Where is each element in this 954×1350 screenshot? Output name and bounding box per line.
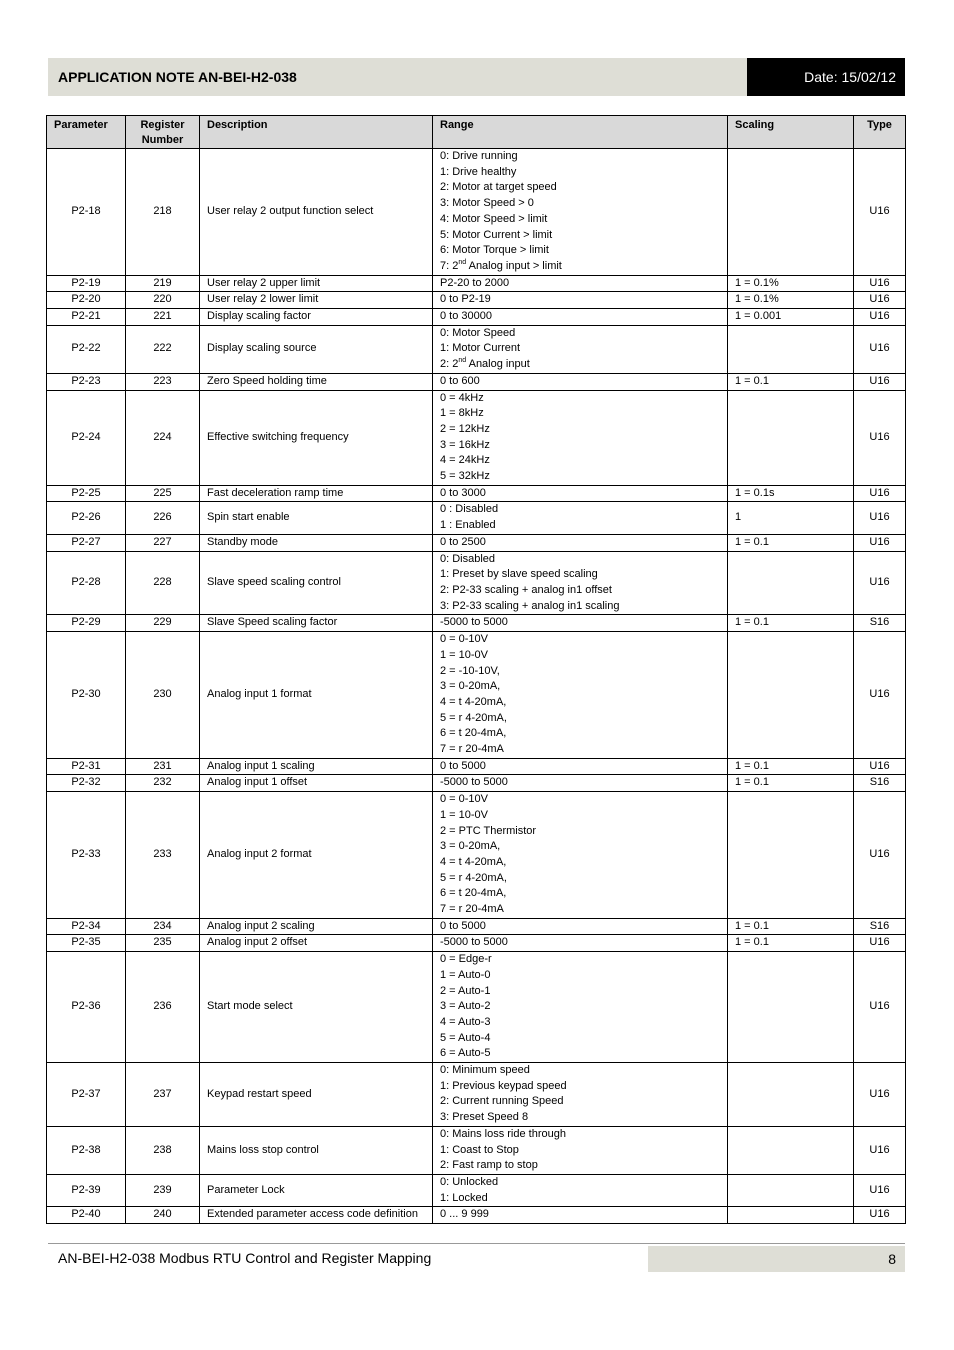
range-line: 2: Fast ramp to stop [440,1159,538,1172]
cell-description: Analog input 2 format [200,792,433,919]
range-line: 0 = 0-10V [440,793,489,806]
range-line: 4 = t 4-20mA, [440,855,507,868]
cell-parameter: P2-29 [47,615,126,632]
range-line: 6 = t 20-4mA, [440,887,507,900]
range-line: 1 = 10-0V [440,648,489,661]
range-line: 2: P2-33 scaling + analog in1 offset [440,583,612,596]
cell-range [433,775,728,792]
cell-type: U16 [854,292,906,309]
cell-scaling [728,149,854,276]
table-row [47,1126,906,1174]
cell-parameter: P2-40 [47,1207,126,1224]
table-row [47,615,906,632]
table-row [47,502,906,534]
cell-register-number: 224 [126,390,200,485]
range-line: 0 to 3000 [440,486,486,499]
cell-type: U16 [854,1126,906,1174]
range-line: 1 = 8kHz [440,407,484,420]
range-line: 0 to 2500 [440,535,486,548]
table-row [47,292,906,309]
range-line: 5 = r 4-20mA, [440,711,507,724]
cell-range [433,1063,728,1127]
range-line: 0: Drive running [440,150,518,162]
range-line: 1: Locked [440,1191,488,1204]
cell-type: U16 [854,502,906,534]
cell-range [433,551,728,615]
cell-range [433,373,728,390]
cell-range [433,792,728,919]
cell-range [433,485,728,502]
range-line: 0: Mains loss ride through [440,1127,566,1140]
cell-parameter: P2-20 [47,292,126,309]
cell-description: Slave speed scaling control [200,551,433,615]
cell-range [433,918,728,935]
range-line: 3: Preset Speed 8 [440,1111,529,1124]
cell-description: Keypad restart speed [200,1063,433,1127]
cell-register-number: 220 [126,292,200,309]
table-row [47,551,906,615]
table-row [47,325,906,373]
range-line: 2: Motor at target speed [440,181,557,194]
table-row [47,952,906,1063]
cell-description: User relay 2 upper limit [200,275,433,292]
range-line: P2-20 to 2000 [440,276,510,289]
cell-register-number: 239 [126,1175,200,1207]
cell-type: U16 [854,275,906,292]
range-line: 1 = 10-0V [440,808,489,821]
cell-description: Effective switching frequency [200,390,433,485]
cell-scaling: 1 = 0.1 [728,615,854,632]
range-line: 7 = r 20-4mA [440,743,504,756]
cell-description: Analog input 2 scaling [200,918,433,935]
cell-scaling [728,792,854,919]
cell-scaling: 1 = 0.1% [728,275,854,292]
table-row [47,149,906,276]
cell-parameter: P2-21 [47,309,126,326]
cell-type: U16 [854,485,906,502]
cell-range [433,502,728,534]
cell-scaling: 1 = 0.1s [728,485,854,502]
cell-range [433,615,728,632]
cell-register-number: 225 [126,485,200,502]
cell-parameter: P2-24 [47,390,126,485]
range-line: 3 = Auto-2 [440,1000,491,1013]
cell-type: S16 [854,615,906,632]
cell-description: Spin start enable [200,502,433,534]
table-header-row [47,116,906,149]
cell-register-number: 231 [126,758,200,775]
column-header-range: Range [433,116,728,149]
cell-type: U16 [854,632,906,759]
table-row [47,792,906,919]
range-line: 4 = t 4-20mA, [440,695,507,708]
cell-type: U16 [854,792,906,919]
cell-parameter: P2-35 [47,935,126,952]
cell-parameter: P2-23 [47,373,126,390]
range-line: 1: Previous keypad speed [440,1079,567,1092]
cell-parameter: P2-33 [47,792,126,919]
range-line: 5 = 32kHz [440,470,490,483]
cell-range [433,1207,728,1224]
cell-scaling [728,325,854,373]
document-date: Date: 15/02/12 [747,58,905,96]
table-row [47,390,906,485]
cell-scaling [728,1063,854,1127]
range-line: 7: 2nd Analog input > limit [440,258,562,272]
cell-description: Parameter Lock [200,1175,433,1207]
range-line: 3: Motor Speed > 0 [440,197,534,210]
range-line: 0 to 30000 [440,310,492,323]
page-footer [48,1243,905,1272]
table-row [47,1063,906,1127]
cell-range [433,758,728,775]
range-line: 1: Drive healthy [440,165,517,178]
range-line: 0: Motor Speed [440,326,516,339]
table-row [47,918,906,935]
cell-scaling [728,551,854,615]
cell-parameter: P2-31 [47,758,126,775]
cell-description: Extended parameter access code definition [200,1207,433,1224]
superscript: nd [458,357,467,365]
cell-parameter: P2-39 [47,1175,126,1207]
table-row [47,632,906,759]
cell-parameter: P2-37 [47,1063,126,1127]
range-line: 0 ... 9 999 [440,1208,489,1221]
table-row [47,1207,906,1224]
cell-description: User relay 2 output function select [200,149,433,276]
cell-parameter: P2-25 [47,485,126,502]
cell-register-number: 222 [126,325,200,373]
cell-description: Fast deceleration ramp time [200,485,433,502]
range-line: 0 to 600 [440,374,480,387]
cell-range [433,534,728,551]
cell-type: U16 [854,1063,906,1127]
cell-range [433,952,728,1063]
cell-description: Standby mode [200,534,433,551]
cell-description: Mains loss stop control [200,1126,433,1174]
cell-parameter: P2-19 [47,275,126,292]
cell-description: Start mode select [200,952,433,1063]
range-line: -5000 to 5000 [440,936,508,949]
range-line: 0 = 0-10V [440,633,489,646]
cell-register-number: 228 [126,551,200,615]
cell-scaling: 1 = 0.1 [728,918,854,935]
range-line: -5000 to 5000 [440,776,508,789]
cell-range [433,325,728,373]
cell-range [433,292,728,309]
range-line: 0 to 5000 [440,759,486,772]
cell-parameter: P2-26 [47,502,126,534]
cell-parameter: P2-32 [47,775,126,792]
cell-scaling [728,1126,854,1174]
range-line: 0 : Disabled [440,503,499,516]
cell-type: U16 [854,952,906,1063]
range-line: 3 = 0-20mA, [440,680,501,693]
range-line: 7 = r 20-4mA [440,903,504,916]
table-row [47,275,906,292]
cell-scaling [728,952,854,1063]
cell-type: U16 [854,373,906,390]
cell-parameter: P2-34 [47,918,126,935]
range-line: 2 = PTC Thermistor [440,824,537,837]
cell-register-number: 229 [126,615,200,632]
cell-scaling: 1 = 0.1 [728,534,854,551]
column-header-register-number: Register Number [126,116,200,149]
cell-register-number: 238 [126,1126,200,1174]
cell-description: Analog input 1 offset [200,775,433,792]
cell-parameter: P2-22 [47,325,126,373]
range-line: 2 = Auto-1 [440,984,491,997]
cell-parameter: P2-36 [47,952,126,1063]
cell-scaling: 1 = 0.1% [728,292,854,309]
cell-type: U16 [854,758,906,775]
cell-register-number: 221 [126,309,200,326]
range-line: 0 = Edge-r [440,953,492,966]
cell-parameter: P2-38 [47,1126,126,1174]
cell-register-number: 226 [126,502,200,534]
cell-type: U16 [854,1175,906,1207]
cell-register-number: 227 [126,534,200,551]
column-header-type: Type [854,116,906,149]
cell-range [433,1126,728,1174]
cell-description: Analog input 2 offset [200,935,433,952]
cell-type: U16 [854,309,906,326]
range-line: 1 = Auto-0 [440,968,491,981]
cell-register-number: 232 [126,775,200,792]
cell-register-number: 219 [126,275,200,292]
table-row [47,935,906,952]
cell-range [433,275,728,292]
range-line: 6: Motor Torque > limit [440,244,549,257]
cell-description: Zero Speed holding time [200,373,433,390]
range-line: 3 = 0-20mA, [440,840,501,853]
cell-parameter: P2-28 [47,551,126,615]
range-line: 0 to 5000 [440,919,486,932]
table-row [47,373,906,390]
cell-range [433,632,728,759]
range-line: 3 = 16kHz [440,438,490,451]
cell-description: Analog input 1 format [200,632,433,759]
cell-description: Slave Speed scaling factor [200,615,433,632]
cell-type: S16 [854,775,906,792]
cell-type: U16 [854,390,906,485]
cell-scaling [728,1175,854,1207]
range-line: 0 = 4kHz [440,391,484,404]
cell-parameter: P2-27 [47,534,126,551]
cell-type: U16 [854,551,906,615]
range-line: 5: Motor Current > limit [440,228,553,241]
range-line: 5 = r 4-20mA, [440,871,507,884]
range-line: 4: Motor Speed > limit [440,212,548,225]
cell-register-number: 223 [126,373,200,390]
cell-description: Analog input 1 scaling [200,758,433,775]
range-line: 0: Disabled [440,552,496,565]
table-row [47,758,906,775]
range-line: 1 : Enabled [440,519,496,532]
cell-register-number: 218 [126,149,200,276]
document-title: APPLICATION NOTE AN-BEI-H2-038 [58,69,297,85]
range-line: 1: Motor Current [440,342,521,355]
table-row [47,534,906,551]
cell-register-number: 236 [126,952,200,1063]
cell-type: S16 [854,918,906,935]
cell-type: U16 [854,534,906,551]
cell-register-number: 233 [126,792,200,919]
footer-title: AN-BEI-H2-038 Modbus RTU Control and Register Mapping [58,1250,432,1266]
cell-type: U16 [854,149,906,276]
page-header [48,58,905,96]
range-line: 5 = Auto-4 [440,1031,491,1044]
table-row [47,309,906,326]
range-line: 0: Unlocked [440,1176,499,1188]
cell-type: U16 [854,935,906,952]
cell-parameter: P2-30 [47,632,126,759]
range-line: 6 = Auto-5 [440,1047,491,1060]
cell-range [433,309,728,326]
table-body [47,149,906,1224]
range-line: 1: Coast to Stop [440,1143,519,1156]
column-header-description: Description [200,116,433,149]
range-line: 0 to P2-19 [440,293,491,306]
cell-range [433,149,728,276]
cell-register-number: 234 [126,918,200,935]
cell-description: User relay 2 lower limit [200,292,433,309]
cell-scaling: 1 [728,502,854,534]
cell-scaling [728,632,854,759]
table-row [47,1175,906,1207]
cell-scaling [728,1207,854,1224]
range-line: 2: Current running Speed [440,1095,564,1108]
range-line: -5000 to 5000 [440,616,508,629]
table-row [47,775,906,792]
parameter-table [46,115,906,1224]
range-line: 2: 2nd Analog input [440,357,530,371]
cell-register-number: 235 [126,935,200,952]
cell-scaling: 1 = 0.1 [728,935,854,952]
cell-range [433,390,728,485]
range-line: 1: Preset by slave speed scaling [440,568,598,581]
range-line: 3: P2-33 scaling + analog in1 scaling [440,599,620,612]
page-number: 8 [648,1246,905,1272]
cell-register-number: 230 [126,632,200,759]
cell-scaling: 1 = 0.001 [728,309,854,326]
cell-type: U16 [854,1207,906,1224]
cell-register-number: 237 [126,1063,200,1127]
cell-register-number: 240 [126,1207,200,1224]
cell-description: Display scaling factor [200,309,433,326]
table-row [47,485,906,502]
cell-range [433,935,728,952]
cell-type: U16 [854,325,906,373]
column-header-scaling: Scaling [728,116,854,149]
cell-scaling: 1 = 0.1 [728,775,854,792]
cell-scaling: 1 = 0.1 [728,373,854,390]
superscript: nd [458,258,467,266]
cell-scaling: 1 = 0.1 [728,758,854,775]
cell-parameter: P2-18 [47,149,126,276]
cell-range [433,1175,728,1207]
range-line: 4 = 24kHz [440,454,490,467]
range-line: 2 = -10-10V, [440,664,500,677]
column-header-parameter: Parameter [47,116,126,149]
range-line: 2 = 12kHz [440,422,490,435]
range-line: 4 = Auto-3 [440,1015,491,1028]
range-line: 0: Minimum speed [440,1064,530,1077]
cell-scaling [728,390,854,485]
range-line: 6 = t 20-4mA, [440,727,507,740]
cell-description: Display scaling source [200,325,433,373]
